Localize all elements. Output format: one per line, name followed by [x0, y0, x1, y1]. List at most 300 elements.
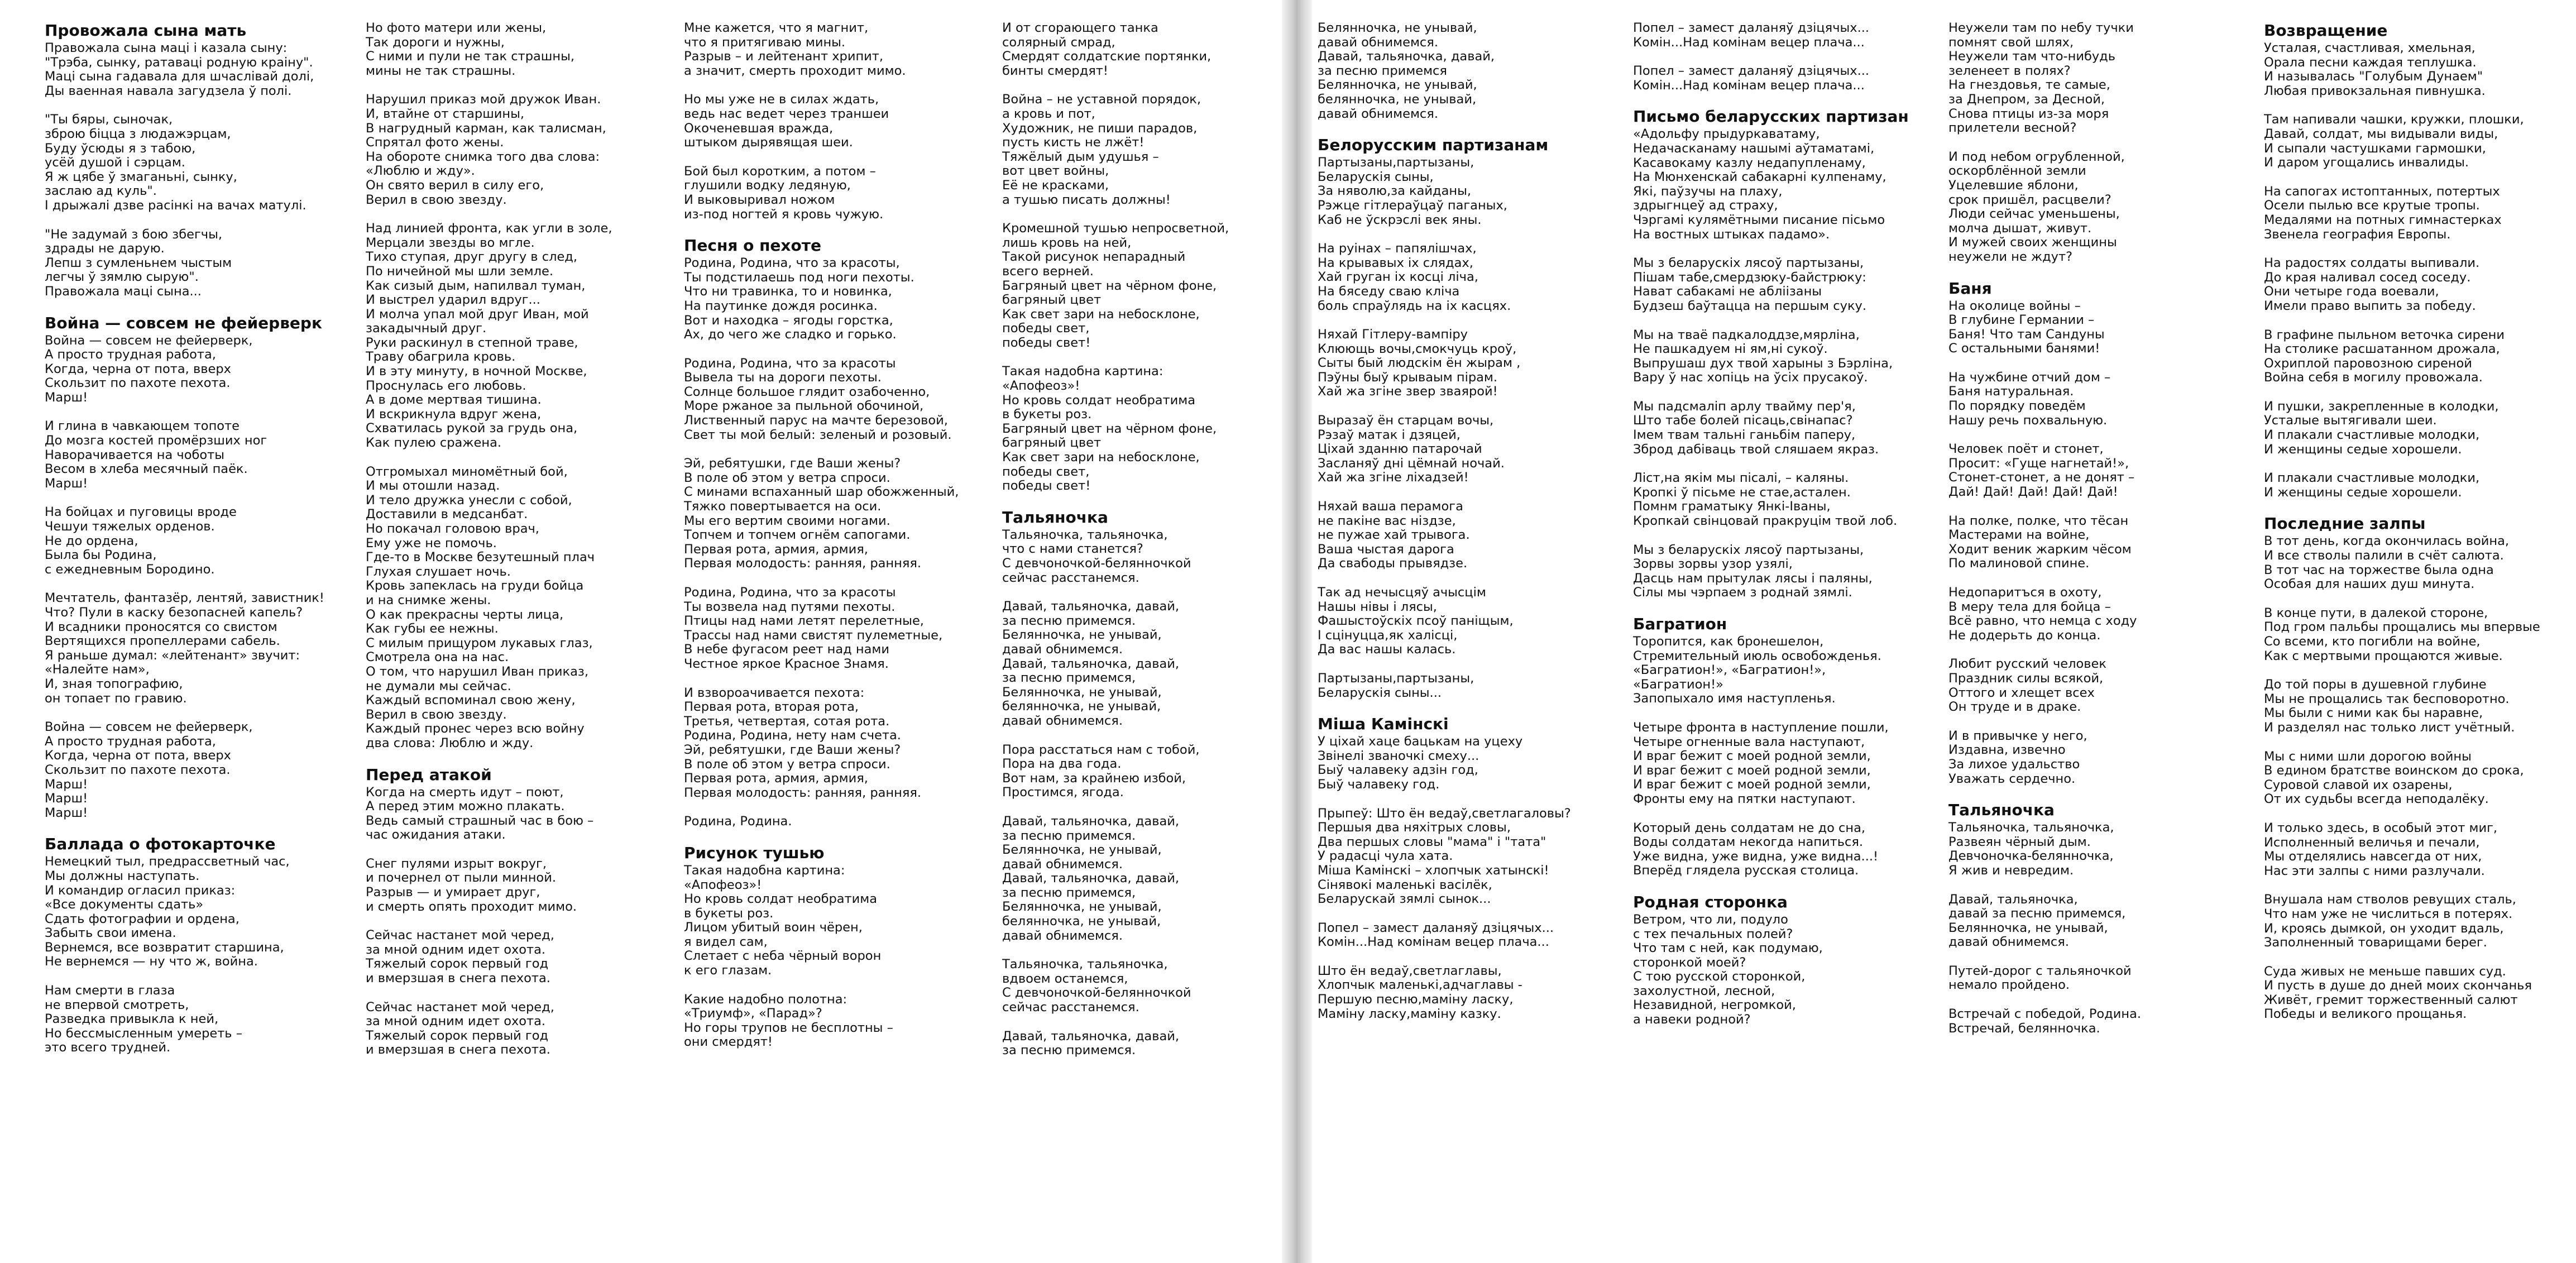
lyric-line: Война — совсем не фейерверк,	[45, 720, 253, 735]
lyric-line: в букеты роз.	[684, 906, 774, 921]
lyric-line: Нашу речь похвальную.	[1948, 413, 2108, 428]
lyric-line: Засланяў дні цёмнай ночай.	[1318, 456, 1505, 471]
lyric-line: У радасці чула хата.	[1318, 849, 1453, 864]
lyric-line: Ваша чыстая дарога	[1318, 542, 1454, 557]
lyrics-column-7	[1948, 21, 2250, 1250]
lyric-line: Девчоночка-белянночка,	[1948, 849, 2114, 864]
lyric-line: И пусть в душе до дней моих скончанья	[2264, 978, 2532, 993]
lyric-line: за песню примемся,	[1002, 671, 1136, 686]
lyric-line: Ты возвела над путями пехоты.	[684, 599, 896, 614]
lyric-line: Развеян чёрный дым.	[1948, 834, 2091, 849]
lyric-line: Быў чалавеку год.	[1318, 777, 1440, 792]
lyric-line: Лепш з сумленьнем чыстым	[45, 255, 232, 270]
song-title: Песня о пехоте	[684, 236, 821, 255]
lyric-line: Давай, тальяночка, давай,	[1318, 49, 1495, 64]
lyric-line: Он свято верил в силу его,	[366, 178, 544, 193]
lyric-line: немало пройдено.	[1948, 978, 2070, 993]
lyric-line: Война – не уставной порядок,	[1002, 92, 1201, 107]
lyric-line: Рэжце гітлераўцаў паганых,	[1318, 198, 1507, 213]
lyric-line: багряный цвет	[1002, 293, 1102, 308]
stanza	[2264, 41, 2565, 98]
lyric-line: В глубине Германии –	[1948, 313, 2095, 328]
stanza	[1002, 93, 1304, 207]
lyric-line: Давай, тальяночка, давай,	[1002, 871, 1180, 886]
lyric-line: Четыре огненные вала наступают,	[1633, 734, 1865, 749]
lyric-line: а тушью писать должны!	[1002, 192, 1171, 207]
stanza	[45, 334, 346, 405]
stanza	[1633, 64, 1935, 93]
stanza	[366, 857, 667, 914]
stanza	[1948, 1007, 2250, 1036]
lyric-line: Суда живых не меньше павших суд.	[2264, 964, 2506, 979]
lyric-line: сейчас расстанемся.	[1002, 1000, 1139, 1015]
lyric-line: Родина, Родина, что за красоты	[684, 356, 896, 371]
lyric-line: Схватилась рукой за грудь она,	[366, 421, 578, 436]
lyric-line: за мной одним идет охота.	[366, 1014, 546, 1029]
lyric-line: Воды солдатам некогда напиться.	[1633, 835, 1864, 850]
lyric-line: Стремительный июль освобожденья.	[1633, 648, 1881, 663]
lyric-line: И в привычке у него,	[1948, 728, 2087, 743]
lyric-line: Нас эти залпы с ними разлучали.	[2264, 863, 2485, 878]
lyric-line: неужели не ждут?	[1948, 249, 2073, 264]
lyric-line: За няволю,за кайданы,	[1318, 184, 1471, 199]
lyric-line: Маці сына гадавала для шчаслівай долі,	[45, 69, 314, 84]
lyric-line: Тяжелый сорок первый год	[366, 956, 549, 972]
lyric-line: победы свет,	[1002, 464, 1090, 479]
lyric-line: Два першых словы "мама" і "тата"	[1318, 834, 1546, 849]
lyric-line: И даром угощались инвалиды.	[2264, 155, 2469, 170]
lyric-line: Комін...Над комінам вецер плача...	[1633, 35, 1865, 50]
lyric-line: а кровь и пот,	[1002, 106, 1095, 121]
stanza	[684, 864, 985, 978]
lyric-line: Чэргамі кулямётными писание пісьмо	[1633, 212, 1885, 227]
lyric-line: Правожала сына маці і казала сыну:	[45, 41, 288, 55]
stanza	[45, 984, 346, 1055]
lyric-line: Что? Пули в каску безопасней капель?	[45, 605, 303, 620]
lyric-line: Встречай с победой, Родина.	[1948, 1007, 2142, 1022]
lyric-line: Но кровь солдат необратима	[1002, 393, 1196, 408]
lyric-line: Когда, черна от пота, вверх	[45, 361, 231, 376]
lyric-line: И называлась "Голубым Дунаем"	[2264, 69, 2483, 84]
lyric-line: Праздник силы всякой,	[1948, 671, 2104, 686]
lyric-line: Кровь запеклась на груди бойца	[366, 578, 584, 594]
song-title: Война — совсем не фейерверк	[45, 313, 322, 332]
lyric-line: давай обнимемся.	[1002, 642, 1123, 657]
stanza	[45, 591, 346, 706]
lyric-line: а значит, смерть проходит мимо.	[684, 63, 906, 78]
lyric-line: И вскрикнула вдруг жена,	[366, 406, 542, 422]
lyric-line: Как с мертвыми прощаются живые.	[2264, 648, 2503, 663]
lyric-line: В тот день, когда окончилась война,	[2264, 534, 2510, 549]
lyric-line: Но покачал головою врач,	[366, 522, 539, 536]
lyric-line: Попел – замест даланяў дзіцячых...	[1318, 920, 1554, 935]
stanza	[1002, 365, 1304, 493]
lyric-line: штыком дырявящая шеи.	[684, 135, 853, 150]
lyric-line: Смотрела она на нас.	[366, 650, 509, 665]
lyric-line: Мерцали звезды во мгле.	[366, 235, 535, 250]
lyric-line: Простимся, ягода.	[1002, 785, 1124, 800]
lyric-line: В нагрудный карман, как талисман,	[366, 121, 606, 136]
lyric-line: Там напивали чашки, кружки, плошки,	[2264, 112, 2524, 127]
lyric-line: Да свабоды прывядзе.	[1318, 556, 1468, 571]
lyric-line: Разрыв – и лейтенант хрипит,	[684, 49, 884, 64]
lyric-line: Дасць нам прытулак лясы і паляны,	[1633, 571, 1873, 586]
lyric-line: И в эту минуту, в ночной Москве,	[366, 364, 587, 379]
lyric-line: Які, паўзучы на плаху,	[1633, 184, 1783, 199]
lyric-line: С тою русской сторонкой,	[1633, 969, 1806, 984]
lyric-line: за песню примемся.	[1002, 1043, 1136, 1058]
stanza	[1318, 156, 1619, 227]
lyric-line: Эй, ребятушки, где Ваши жены?	[684, 456, 901, 471]
song-title: Тальяночка	[1948, 801, 2055, 820]
lyric-line: Тальяночка, тальяночка,	[1002, 957, 1168, 972]
lyric-line: победы свет!	[1002, 335, 1091, 350]
lyric-line: Я жив и невредим.	[1948, 863, 2074, 878]
lyric-line: На гнездовья, те самые,	[1948, 78, 2110, 93]
lyric-line: Міша Камінскі – хлопчык хатынскі!	[1318, 863, 1549, 878]
lyric-line: Мы должны наступать.	[45, 868, 200, 883]
stanza	[684, 21, 985, 78]
lyric-line: Люди сейчас уменьшены,	[1948, 207, 2120, 222]
lyric-line: И всадники проносятся со свистом	[45, 619, 277, 634]
lyric-line: И, втайне от старшины,	[366, 106, 525, 121]
lyric-line: Кропкай свінцовай пракруцім твой лоб.	[1633, 514, 1898, 529]
lyric-line: Стонет-стонет, а не донят –	[1948, 470, 2135, 485]
lyric-line: багряный цвет	[1002, 436, 1102, 451]
stanza	[1633, 913, 1935, 1027]
lyric-line: И женщины седые хорошели.	[2264, 485, 2462, 500]
lyric-line: И от сгорающего танка	[1002, 21, 1158, 35]
lyric-line: Недачасканаму нашымі аўтаматамі,	[1633, 141, 1875, 156]
lyrics-column-4	[1002, 21, 1304, 1250]
lyric-line: Её не красками,	[1002, 178, 1109, 193]
stanza	[1318, 964, 1619, 1021]
lyric-line: срок пришёл, расцвели?	[1948, 192, 2111, 207]
lyric-line: Не пашкадуем ні ям,ні сукоў.	[1633, 342, 1828, 357]
lyric-line: Першыя два няхітрых словы,	[1318, 820, 1511, 835]
lyric-line: В поле об этом у ветра спроси.	[684, 757, 890, 772]
lyric-line: Встречай, белянночка.	[1948, 1021, 2100, 1036]
stanza	[1948, 299, 2250, 356]
lyric-line: час ожидания атаки.	[366, 827, 506, 843]
lyric-line: Мастерами на войне,	[1948, 528, 2090, 543]
lyric-line: Снова птицы из-за моря	[1948, 106, 2109, 121]
lyric-line: Белянночка, не унывай,	[1002, 843, 1162, 858]
stanza	[1002, 600, 1304, 728]
lyric-line: Художник, не пиши парадов,	[1002, 121, 1198, 136]
stanza	[1318, 586, 1619, 657]
stanza	[1002, 21, 1304, 78]
stanza	[1948, 729, 2250, 786]
lyric-line: Незавидной, негромкой,	[1633, 998, 1796, 1013]
stanza	[1948, 371, 2250, 428]
stanza	[45, 228, 346, 299]
lyric-line: заслаю ад куль".	[45, 184, 157, 199]
lyric-line: пусть кисть не лжёт!	[1002, 135, 1145, 150]
lyric-line: Марш!	[45, 805, 88, 820]
lyric-line: белянночка, не унывай,	[1002, 699, 1161, 714]
lyric-line: Где-то в Москве безутешный плач	[366, 550, 595, 565]
lyric-line: Эй, ребятушки, где Ваши жены?	[684, 742, 901, 757]
lyric-line: за песню примемся.	[1002, 613, 1136, 628]
lyric-line: "Трэба, сынку, ратаваці родную краіну".	[45, 55, 313, 70]
lyric-line: Лиственный парус на мачте березовой,	[684, 413, 948, 428]
lyric-line: И мы отошли назад.	[366, 479, 500, 494]
lyric-line: Тихо ступая, друг другу в след,	[366, 250, 578, 265]
lyric-line: за песню примемся,	[1002, 885, 1136, 900]
lyric-line: лишь кровь на ней,	[1002, 235, 1132, 250]
lyric-line: закадычный друг.	[366, 321, 487, 336]
lyric-line: сторонкой моей?	[1633, 955, 1746, 970]
lyric-line: Белянночка, не унывай,	[1318, 21, 1477, 35]
lyric-line: На чужбине отчий дом –	[1948, 370, 2111, 385]
lyric-line: Попел – замест даланяў дзіцячых...	[1633, 21, 1870, 35]
stanza	[45, 720, 346, 820]
stanza	[1002, 222, 1304, 350]
lyric-line: На полке, полке, что тёсан	[1948, 513, 2129, 528]
lyric-line: Пэўны быў крываым пірам.	[1318, 370, 1498, 385]
lyric-line: Баня! Что там Сандуны	[1948, 327, 2105, 342]
stanza	[2264, 965, 2565, 1022]
lyric-line: Любая привокзальная пивнушка.	[2264, 83, 2486, 98]
lyric-line: И враг бежит с моей родной земли,	[1633, 777, 1871, 792]
lyric-line: «Апофеоз»!	[1002, 379, 1080, 394]
stanza	[2264, 893, 2565, 950]
lyric-line: Человек поёт и стонет,	[1948, 442, 2104, 457]
lyric-line: Ціхай зданню патарочай	[1318, 442, 1482, 457]
lyric-line: здрады не дарую.	[45, 241, 165, 256]
lyric-line: Что ни травинка, то и новинка,	[684, 284, 892, 299]
lyric-line: Траву обагрила кровь.	[366, 350, 516, 365]
lyric-line: У ціхай хаце бацькам на уцеху	[1318, 734, 1523, 749]
lyric-line: вот цвет войны,	[1002, 164, 1109, 179]
song-title: Провожала сына мать	[45, 21, 247, 40]
lyric-line: А перед этим можно плакать.	[366, 799, 565, 814]
lyric-line: давай обнимемся.	[1002, 713, 1123, 728]
lyric-line: Вывела ты на дороги пехоты.	[684, 370, 882, 385]
stanza	[1633, 21, 1935, 50]
lyric-line: Беларускія сыны...	[1318, 685, 1442, 700]
lyric-line: Марш!	[45, 476, 88, 491]
lyric-line: И молча упал мой друг Иван, мой	[366, 307, 589, 322]
lyric-line: Нам смерти в глаза	[45, 983, 175, 998]
lyric-line: зброю біцца з людажэрцам,	[45, 126, 231, 141]
stanza	[1002, 958, 1304, 1015]
lyric-line: Імем твам тальні ганьбім паперу,	[1633, 428, 1856, 443]
lyric-line: Марш!	[45, 390, 88, 405]
lyric-line: Разведка привыкла к ней,	[45, 1012, 219, 1027]
lyric-line: «Багратион!»	[1633, 677, 1723, 692]
lyric-line: Будзеш баўтацца на першым суку.	[1633, 298, 1867, 313]
lyric-line: От их судьбы всегда неподалёку.	[2264, 792, 2489, 807]
lyric-line: До края наливал сосед соседу.	[2264, 270, 2471, 285]
lyric-line: боль спраўлядь на іх касцях.	[1318, 298, 1511, 313]
stanza	[1948, 514, 2250, 571]
lyric-line: Первая рота, армия, армия,	[684, 771, 868, 786]
lyric-line: Беларускай зямлі сынок...	[1318, 892, 1491, 907]
stanza	[1318, 242, 1619, 313]
lyric-line: Недопаритъся в охоту,	[1948, 585, 2102, 600]
lyric-line: Беларускія сыны,	[1318, 169, 1434, 184]
lyric-line: В поле об этом у ветра спроси.	[684, 470, 890, 485]
lyric-line: Живёт, гремит торжественный салют	[2264, 992, 2518, 1007]
stanza	[684, 457, 985, 571]
lyric-line: Мы его вертим своими ногами.	[684, 513, 890, 528]
lyric-line: Давай, тальяночка,	[1948, 892, 2078, 907]
lyric-line: Кромешной тушью непросветной,	[1002, 221, 1229, 236]
lyric-line: Неужели там по небу тучки	[1948, 21, 2134, 35]
lyric-line: В едином братстве воинском до срока,	[2264, 763, 2524, 778]
lyric-line: Мы з беларускіх лясоў партызаны,	[1633, 256, 1864, 271]
lyric-line: В меру тела для бойца –	[1948, 599, 2111, 614]
lyric-line: всего верней.	[1002, 264, 1094, 279]
lyric-line: «Триумф», «Парад»?	[684, 1006, 822, 1021]
lyric-line: и вмерзшая в снега пехота.	[366, 971, 550, 986]
lyric-line: Мы не прощались так бесповоротно.	[2264, 691, 2510, 706]
lyric-line: Но фото матери или жены,	[366, 21, 547, 35]
stanza	[1633, 543, 1935, 600]
lyric-line: В небе фугасом реет над нами	[684, 642, 889, 657]
lyric-line: Давай, тальяночка, давай,	[1002, 656, 1180, 671]
lyric-line: Усталая, счастливая, хмельная,	[2264, 41, 2476, 55]
lyric-line: Родина, Родина.	[684, 814, 792, 829]
lyric-line: Такая надобна картина:	[684, 863, 845, 878]
lyric-line: я видел сам,	[684, 934, 768, 949]
lyric-line: С девчоночкой-белянночкой	[1002, 556, 1191, 571]
lyric-line: Лицом убитый воин чёрен,	[684, 920, 863, 935]
lyric-line: Доставили в медсанбат.	[366, 507, 528, 522]
lyric-line: за песню примемся.	[1002, 828, 1136, 843]
lyric-line: Как губы ее нежны.	[366, 621, 499, 637]
lyric-line: Снег пулями изрыт вокруг,	[366, 856, 547, 871]
lyric-line: Мы с ними шли дорогою войны	[2264, 749, 2472, 764]
lyric-line: Багряный цвет на чёрном фоне,	[1002, 421, 1217, 436]
lyric-line: Маміну ласку,маміну казку.	[1318, 1006, 1501, 1021]
lyric-line: Партызаны,партызаны,	[1318, 155, 1474, 170]
stanza	[2264, 328, 2565, 385]
stanza	[2264, 678, 2565, 735]
lyric-line: Марш!	[45, 777, 88, 792]
lyric-line: Смердят солдатские портянки,	[1002, 49, 1212, 64]
lyric-line: На руінах – папялішчах,	[1318, 241, 1477, 256]
lyric-line: Родина, Родина, нету нам счета.	[684, 728, 901, 743]
lyric-line: И под небом огрубленной,	[1948, 149, 2125, 164]
lyric-line: Так ад нечысцяў ачысцім	[1318, 585, 1486, 600]
lyric-line: И сыпали частушками гармошки,	[2264, 141, 2486, 156]
lyric-line: Пішам табе,смердзюку-байстрюку:	[1633, 270, 1866, 285]
lyric-line: До мозга костей промёрзших ног	[45, 433, 267, 448]
lyric-line: Ліст,на якім мы пісалі, – каляны.	[1633, 471, 1849, 486]
lyric-line: за мной одним идет охота.	[366, 942, 546, 957]
lyric-line: что я притягиваю мины.	[684, 35, 846, 50]
lyric-line: Белянночка, не унывай,	[1002, 900, 1162, 915]
lyric-line: Зброд дабіваць твой сляшаем якраз.	[1633, 442, 1879, 457]
lyric-line: Отгромыхал миномётный бой,	[366, 464, 568, 479]
lyric-line: И тело дружка унесли с собой,	[366, 492, 572, 508]
stanza	[1633, 400, 1935, 457]
lyric-line: и смерть опять проходит мимо.	[366, 899, 577, 914]
lyric-line: Что там с ней, как подумаю,	[1633, 941, 1823, 956]
lyric-line: Торопится, как бронешелон,	[1633, 634, 1824, 649]
stanza	[2264, 750, 2565, 807]
stanza	[1633, 256, 1935, 313]
lyric-line: Путей-дорог с тальяночкой	[1948, 963, 2132, 978]
lyric-line: Марш!	[45, 791, 88, 806]
lyric-line: Они четыре года воевали,	[2264, 284, 2439, 299]
lyric-line: два слова: Люблю и жду.	[366, 735, 534, 750]
lyric-line: Нашы нівы і лясы,	[1318, 599, 1437, 614]
lyric-line: Белянночка, не унывай,	[1002, 628, 1162, 643]
lyric-line: Пора расстаться нам с тобой,	[1002, 742, 1200, 757]
lyric-line: Медалями на потных гимнастерках	[2264, 212, 2502, 227]
lyric-line: Мы отделялись навсегда от них,	[2264, 849, 2482, 864]
lyric-line: он топает по гравию.	[45, 691, 187, 706]
lyric-line: Четыре фронта в наступление пошли,	[1633, 720, 1889, 735]
lyric-line: Скользит по пахоте пехота.	[45, 762, 231, 777]
stanza	[684, 93, 985, 150]
lyric-line: Вперёд глядела русская столица.	[1633, 863, 1859, 878]
lyric-line: с тех печальных полей?	[1633, 926, 1793, 941]
lyric-line: Он труде и в драке.	[1948, 700, 2081, 715]
lyric-line: Хай жа згіне ліхадзей!	[1318, 470, 1469, 485]
lyric-line: что с нами станется?	[1002, 542, 1143, 557]
lyric-line: Давай, тальяночка, давай,	[1002, 1028, 1180, 1044]
lyric-line: В графине пыльном веточка сирени	[2264, 327, 2505, 342]
stanza	[684, 256, 985, 342]
lyric-line: С остальными банями!	[1948, 341, 2100, 356]
lyric-line: молча дышат, живут.	[1948, 221, 2092, 236]
stanza	[1633, 328, 1935, 385]
lyric-line: Пора на два года.	[1002, 757, 1122, 772]
lyric-line: Но бессмысленным умереть –	[45, 1026, 242, 1041]
lyric-line: Хай груган іх косці ліча,	[1318, 270, 1478, 285]
lyric-line: Я раньше думал: «лейтенант» звучит:	[45, 648, 300, 663]
lyric-line: Давай, солдат, мы видывали виды,	[2264, 126, 2498, 141]
stanza	[366, 1001, 667, 1058]
lyric-line: Белянночка, не унывай,	[1318, 78, 1477, 93]
lyrics-column-1	[45, 21, 346, 1250]
lyric-line: Осели пылью все крутые тропы.	[2264, 198, 2480, 213]
lyric-line: Верил в свою звезду.	[366, 192, 507, 207]
lyric-line: Победы и великого прощанья.	[2264, 1007, 2467, 1022]
lyric-line: Руки раскинул в степной траве,	[366, 335, 578, 350]
lyric-line: усёй душой і сэрцам.	[45, 155, 185, 170]
lyric-line: "Не задумай з бою збегчы,	[45, 227, 222, 242]
lyric-line: Бой был коротким, а потом –	[684, 164, 876, 179]
lyric-line: «Люблю и жду».	[366, 164, 475, 179]
lyric-line: Багряный цвет на чёрном фоне,	[1002, 278, 1217, 293]
lyric-line: Когда, черна от пота, вверх	[45, 748, 231, 763]
lyric-line: а навеки родной?	[1633, 1012, 1751, 1027]
stanza	[45, 855, 346, 969]
lyric-line: Мы были с ними как бы наравне,	[2264, 706, 2483, 721]
lyric-line: Как свет зари на небосклоне,	[1002, 307, 1200, 322]
lyric-line: Партызаны,партызаны,	[1318, 671, 1474, 686]
lyric-line: На крывавых іх слядах,	[1318, 255, 1473, 270]
lyric-line: Так дороги и нужны,	[366, 35, 505, 50]
stanza	[2264, 606, 2565, 663]
lyric-line: за Днепром, за Десной,	[1948, 92, 2105, 107]
lyric-line: На востных штыках падамо».	[1633, 227, 1830, 242]
lyric-line: Што ён ведаў,светлаглавы,	[1318, 963, 1502, 978]
stanza	[2264, 821, 2565, 878]
stanza	[1318, 672, 1619, 700]
stanza	[2264, 400, 2565, 457]
lyric-line: На обороте снимка того два слова:	[366, 149, 600, 164]
lyric-line: Внушала нам стволов ревущих сталь,	[2264, 892, 2516, 907]
lyric-line: Окоченевшая вражда,	[684, 121, 834, 136]
lyric-line: "Ты бяры, сыночак,	[45, 112, 173, 127]
